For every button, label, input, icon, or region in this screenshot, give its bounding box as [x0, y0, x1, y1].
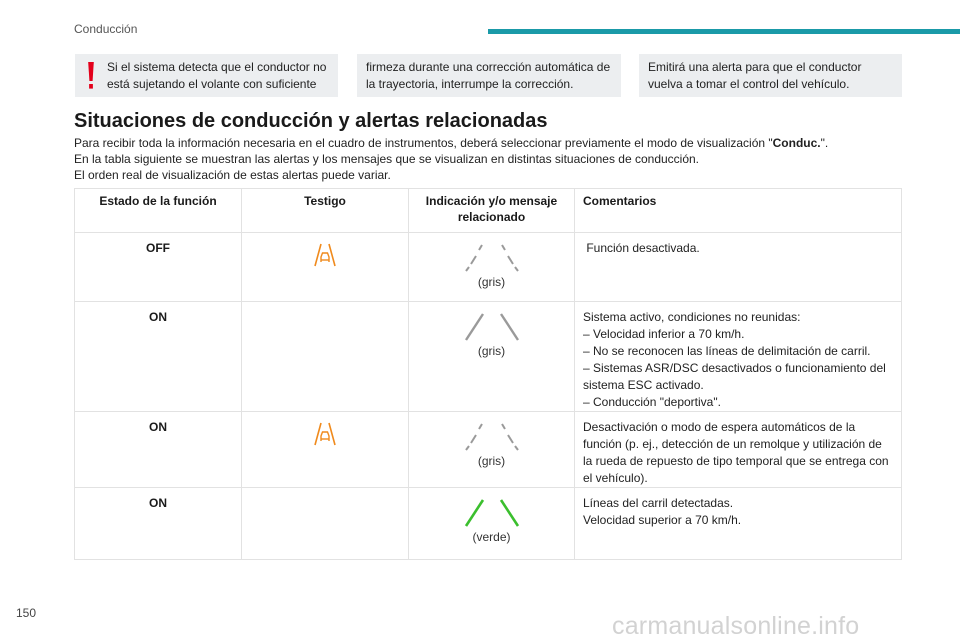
- col-header-indicacion: Indicación y/o mensaje relacionado: [409, 189, 575, 233]
- col-header-testigo: Testigo: [242, 189, 409, 233]
- header-section-title: Conducción: [74, 22, 138, 36]
- section-intro: [74, 135, 828, 183]
- cell-indication: [409, 412, 575, 488]
- intro-text: Para recibir toda la información necesaria en el cuadro de instrumentos, deberá seleccionar previamente el modo de visualización ": [74, 136, 773, 150]
- note-line: firmeza durante una corrección automática de: [366, 60, 611, 74]
- note-box-3: [639, 54, 902, 97]
- comment-line: – No se reconocen las líneas de delimitación de carril.: [583, 344, 871, 358]
- header-accent-bar: [488, 29, 960, 34]
- note-box-1: [75, 54, 338, 97]
- lane-lines-solid-grey-icon: [462, 312, 522, 342]
- comment-line: – Conducción "deportiva".: [583, 395, 721, 409]
- cell-indication: [409, 233, 575, 302]
- comment-line: – Velocidad inferior a 70 km/h.: [583, 327, 745, 341]
- cell-state: ON: [75, 488, 242, 560]
- cell-comments: [575, 412, 902, 488]
- section-heading: Situaciones de conducción y alertas relacionadas: [74, 110, 548, 132]
- intro-text: ".: [820, 136, 829, 150]
- comment-line: función (p. ej., detección de un remolque y utilización de: [583, 437, 882, 451]
- warning-exclamation-icon: [87, 61, 95, 90]
- indication-caption: (gris): [477, 454, 506, 468]
- page-number: 150: [16, 606, 37, 620]
- comment-line: el vehículo).: [583, 471, 648, 485]
- cell-testigo: [242, 233, 409, 302]
- col-header-estado: Estado de la función: [75, 189, 242, 233]
- lane-lines-solid-green-icon: [462, 498, 522, 528]
- indication-caption: (gris): [477, 275, 506, 289]
- lane-lines-dashed-grey-icon: [462, 422, 522, 452]
- note-line: vuelva a tomar el control del vehículo.: [648, 77, 850, 91]
- table-header-row: [75, 189, 902, 233]
- cell-indication: [409, 302, 575, 412]
- comment-line: Velocidad superior a 70 km/h.: [583, 513, 742, 527]
- intro-line-1: [74, 135, 828, 151]
- lane-keep-orange-icon: [312, 242, 338, 268]
- comment-line: – Sistemas ASR/DSC desactivados o funcionamiento del: [583, 361, 886, 375]
- comment-line: Función desactivada.: [583, 241, 700, 255]
- note-line: la trayectoria, interrumpe la corrección.: [366, 77, 574, 91]
- alerts-table: [74, 188, 902, 560]
- table-row: [75, 412, 902, 488]
- table-row: [75, 488, 902, 560]
- cell-state: ON: [75, 412, 242, 488]
- table-row: [75, 233, 902, 302]
- comment-line: la rueda de repuesto de tipo temporal que se entrega con: [583, 454, 889, 468]
- cell-comments: [575, 302, 902, 412]
- note-line: está sujetando el volante con suficiente: [107, 77, 317, 91]
- note-box-2: [357, 54, 621, 97]
- note-line: Emitirá una alerta para que el conductor: [648, 60, 862, 74]
- cell-comments: [575, 233, 902, 302]
- cell-testigo: [242, 412, 409, 488]
- intro-line-2: En la tabla siguiente se muestran las alertas y los mensajes que se visualizan en distintas situaciones de conducción.: [74, 152, 700, 166]
- comment-line: Sistema activo, condiciones no reunidas:: [583, 310, 801, 324]
- note-line: Si el sistema detecta que el conductor no: [107, 60, 327, 74]
- lane-keep-orange-icon: [312, 421, 338, 447]
- lane-lines-dashed-grey-icon: [462, 243, 522, 273]
- col-header-comentarios: Comentarios: [575, 189, 902, 233]
- intro-line-3: El orden real de visualización de estas alertas puede variar.: [74, 168, 391, 182]
- cell-indication: [409, 488, 575, 560]
- comment-line: sistema ESC activado.: [583, 378, 704, 392]
- cell-state: OFF: [75, 233, 242, 302]
- indication-caption: (verde): [472, 530, 511, 544]
- watermark: carmanualsonline.info: [612, 612, 860, 640]
- cell-comments: [575, 488, 902, 560]
- intro-bold-mode: Conduc.: [772, 136, 821, 150]
- cell-testigo: [242, 488, 409, 560]
- indication-caption: (gris): [477, 344, 506, 358]
- cell-testigo: [242, 302, 409, 412]
- table-row: [75, 302, 902, 412]
- comment-line: Líneas del carril detectadas.: [583, 496, 734, 510]
- comment-line: Desactivación o modo de espera automáticos de la: [583, 420, 856, 434]
- cell-state: ON: [75, 302, 242, 412]
